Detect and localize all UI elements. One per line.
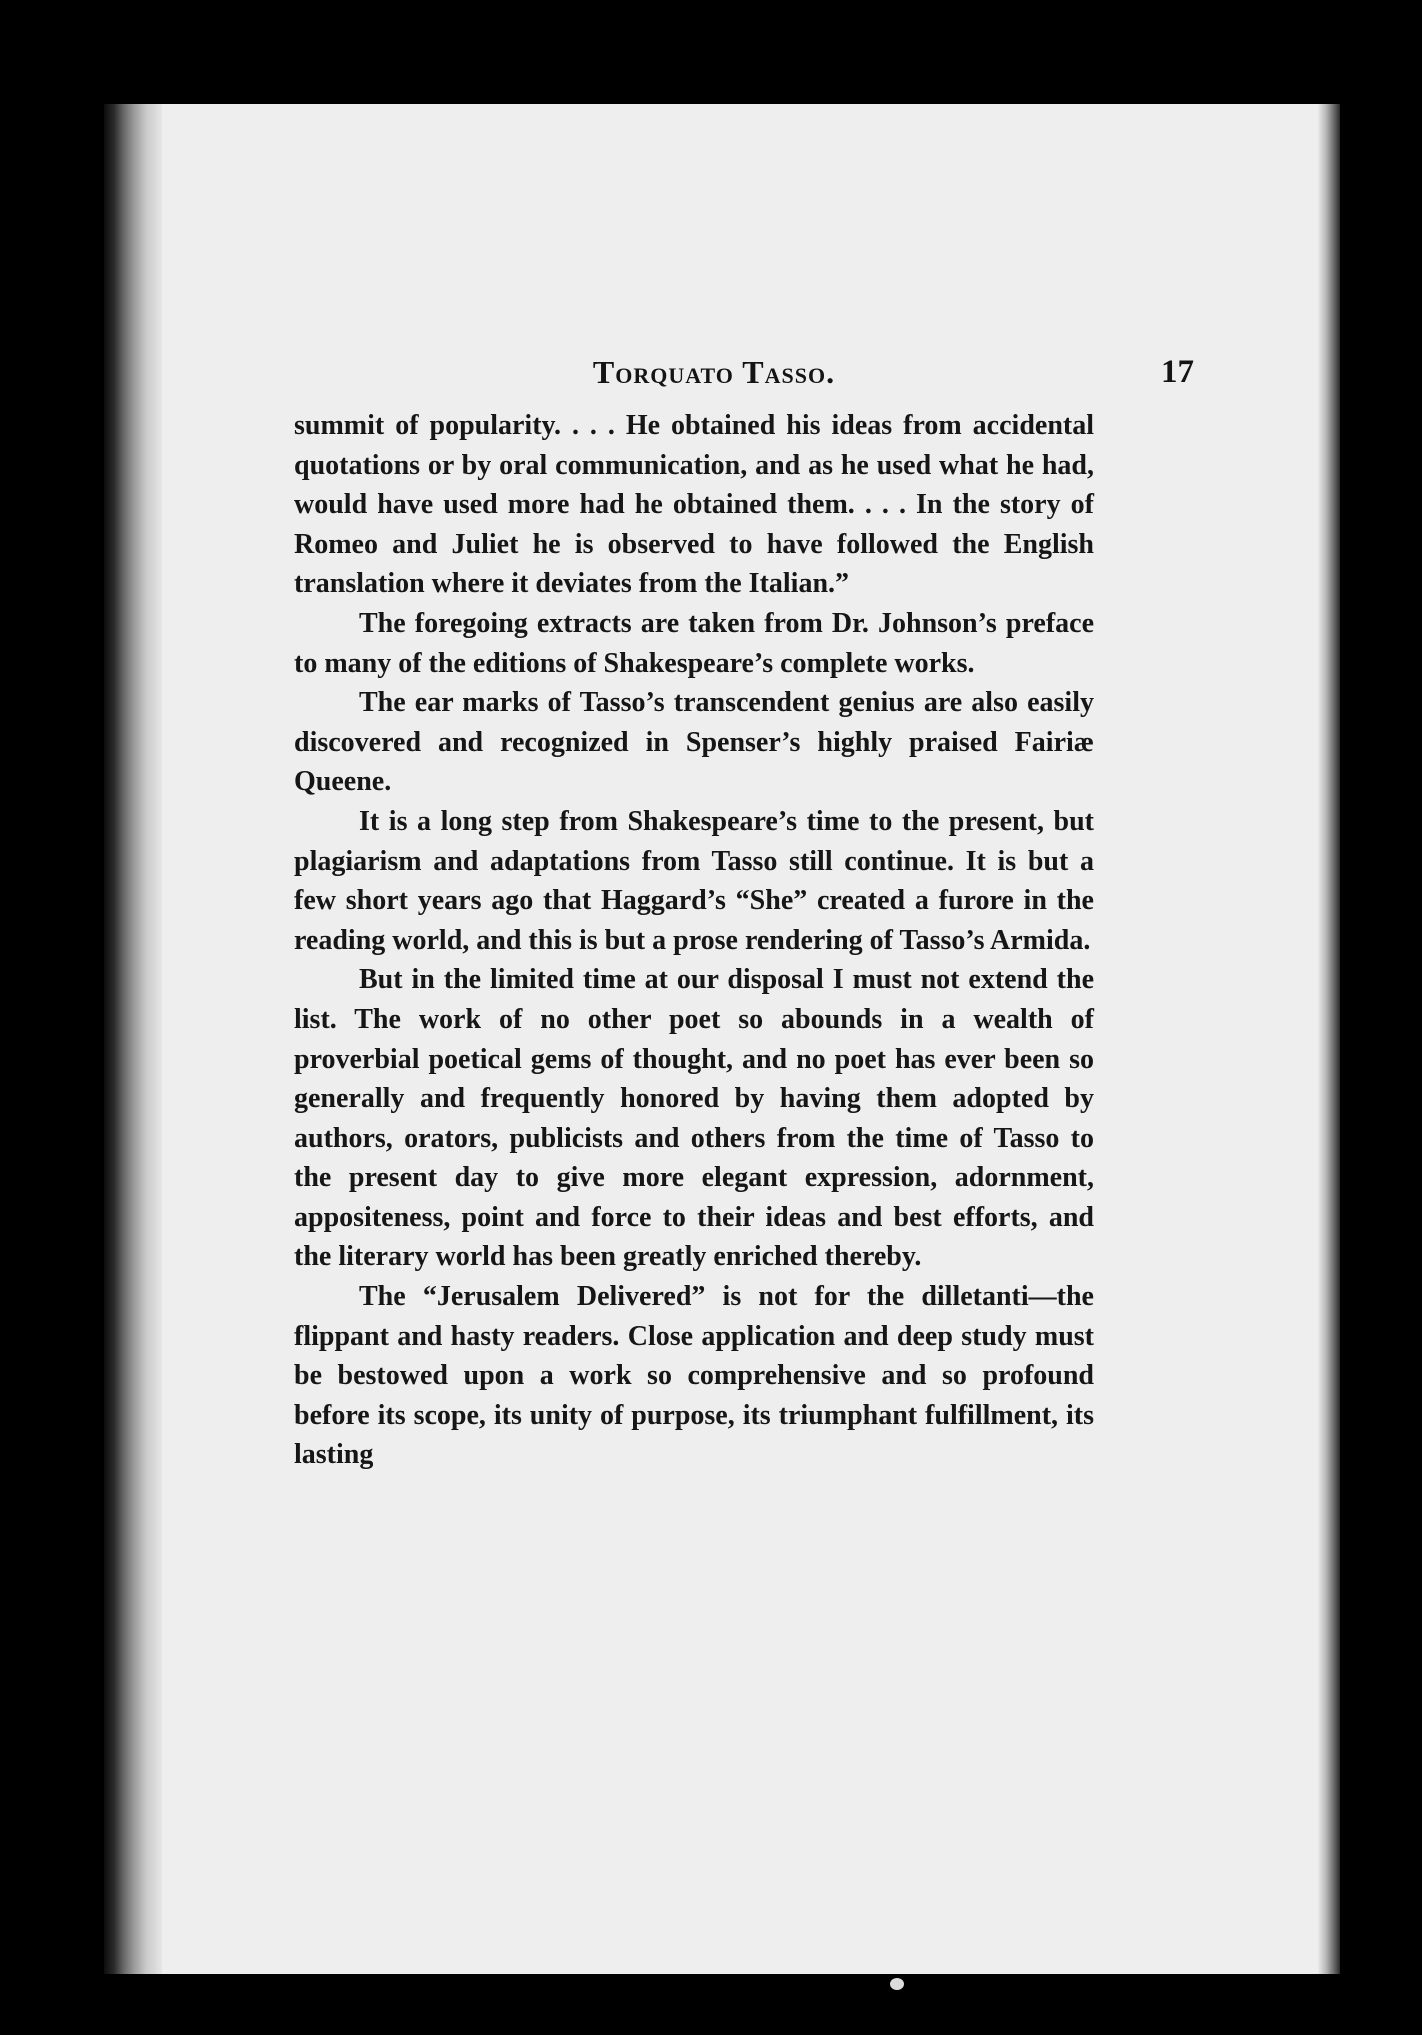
paragraph: But in the limited time at our disposal I must not extend the list. The work of no other poet so abounds in a wealth of proverbial poetical gems of thought, and no poet has ever been so generally and frequently honored by having them adopted by authors, orators, publicists and others from the time of Tasso to the present day to give more elegant expression, adornment, appositeness, point and force to their ideas and best efforts, and the literary world has been greatly enriched thereby.	[294, 964, 1094, 1273]
paragraph: summit of popularity. . . . He obtained his ideas from accidental quotations or by oral communication, and as he used what he had, would have used more had he obtained them. . . . In the story of Romeo and Juliet he is observed to have followed the English translation where it deviates from the Italian.”	[294, 410, 1094, 600]
paragraph: It is a long step from Shakespeare’s time to the present, but plagiarism and adaptations from Tasso still continue. It is but a few short years ago that Haggard’s “She” created a furore in the reading world, and this is but a prose rendering of Tasso’s Armida.	[294, 805, 1094, 956]
page-number: 17	[1161, 354, 1194, 390]
page-gutter-shadow	[104, 104, 162, 1974]
body-text	[294, 406, 1094, 1475]
book-page	[104, 104, 1340, 1974]
paragraph: The “Jerusalem Delivered” is not for the dilletanti—the flippant and hasty readers. Close application and deep study must be bestowed upon a work so comprehensive and so profound before its scope, its unity of purpose, its triumphant fulfillment, its lasting	[294, 1281, 1094, 1471]
page-edge-shadow	[1318, 104, 1340, 1974]
paragraph: The foregoing extracts are taken from Dr. Johnson’s preface to many of the editions of Shakespeare’s complete works.	[294, 607, 1094, 679]
page-header	[404, 354, 1204, 404]
running-title: Torquato Tasso.	[592, 354, 836, 390]
paragraph: The ear marks of Tasso’s transcendent genius are also easily discovered and recognized in Spenser’s highly praised Fairiæ Queene.	[294, 687, 1094, 798]
scan-speck	[890, 1978, 904, 1990]
